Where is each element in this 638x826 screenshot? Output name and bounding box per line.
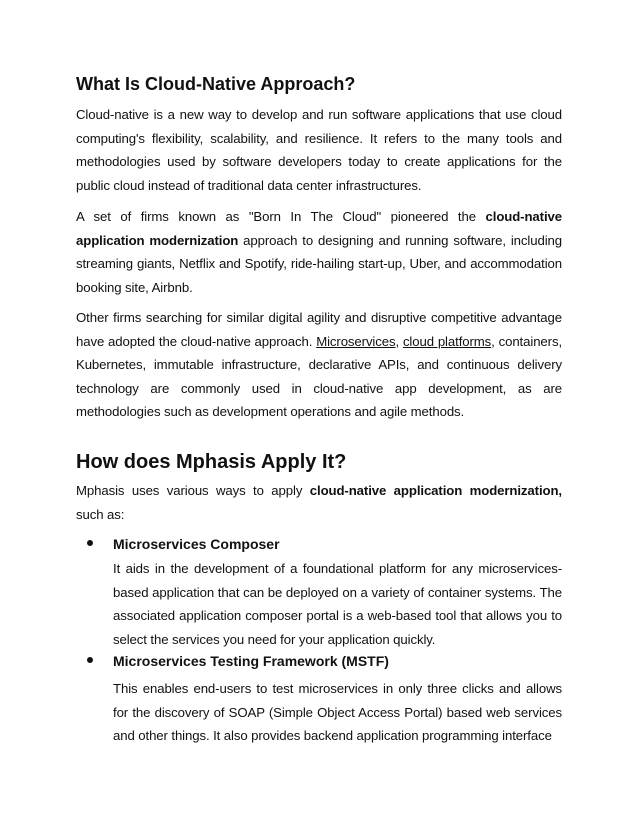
list-item-title bbox=[113, 535, 280, 553]
paragraph-text: approach to designing and running software, including streaming giants, Netflix and Spotify, ride-hailing start-up, Uber, and accommodation booking site, Airbnb. bbox=[76, 232, 563, 295]
paragraph-text: such as: bbox=[76, 506, 125, 522]
paragraph-text: A set of firms known as "Born In The Cloud" pioneered the bbox=[76, 209, 486, 224]
paragraph-born-in-cloud bbox=[76, 205, 562, 299]
bullet-icon bbox=[87, 657, 93, 663]
section-heading-cloud-native: What Is Cloud-Native Approach? bbox=[76, 74, 356, 94]
paragraph-text: , containers, Kubernetes, immutable infrastructure, declarative APIs, and continuous delivery technology are commonly used in cloud-native app development, as are methodologies such as development operations and agile methods. bbox=[76, 333, 563, 419]
paragraph-adoption bbox=[76, 306, 562, 424]
list-item-description: This enables end-users to test microservices in only three clicks and allows for the discovery of SOAP (Simple Object Access Portal) based web services and other things. It also provides backend application programming interface bbox=[113, 681, 562, 743]
list-item-label: Microservices Composer bbox=[113, 536, 280, 552]
cloud-platforms-link[interactable]: cloud platforms bbox=[402, 333, 492, 349]
bullet-icon bbox=[87, 540, 93, 546]
paragraph-text: Mphasis uses various ways to apply bbox=[76, 483, 310, 498]
list-item-title bbox=[113, 652, 389, 670]
list-item-description: It aids in the development of a foundational platform for any microservices-based application that can be deployed on a variety of container systems. The associated application composer portal is a web-based tool that allows you to select the services you need for your application quickly. bbox=[113, 561, 562, 647]
bold-term: cloud-native application modernization, bbox=[309, 483, 562, 498]
paragraph-text: Other firms searching for similar digital agility and disruptive competitive advantage have adopted the cloud-native approach. bbox=[76, 310, 562, 349]
separator-text: , bbox=[395, 333, 403, 349]
list-item-label: Microservices Testing Framework (MSTF) bbox=[113, 653, 389, 669]
paragraph-definition: Cloud-native is a new way to develop and run software applications that use cloud computing's flexibility, scalability, and resilience. It refers to the many tools and methodologies used by software developers today to create applications for the public cloud instead of traditional data center infrastructures. bbox=[76, 107, 562, 193]
microservices-link[interactable]: Microservices bbox=[316, 333, 396, 349]
paragraph-mphasis-intro bbox=[76, 479, 562, 526]
section-heading-mphasis: How does Mphasis Apply It? bbox=[76, 451, 347, 473]
bold-term: cloud-native application modernization bbox=[76, 209, 562, 248]
